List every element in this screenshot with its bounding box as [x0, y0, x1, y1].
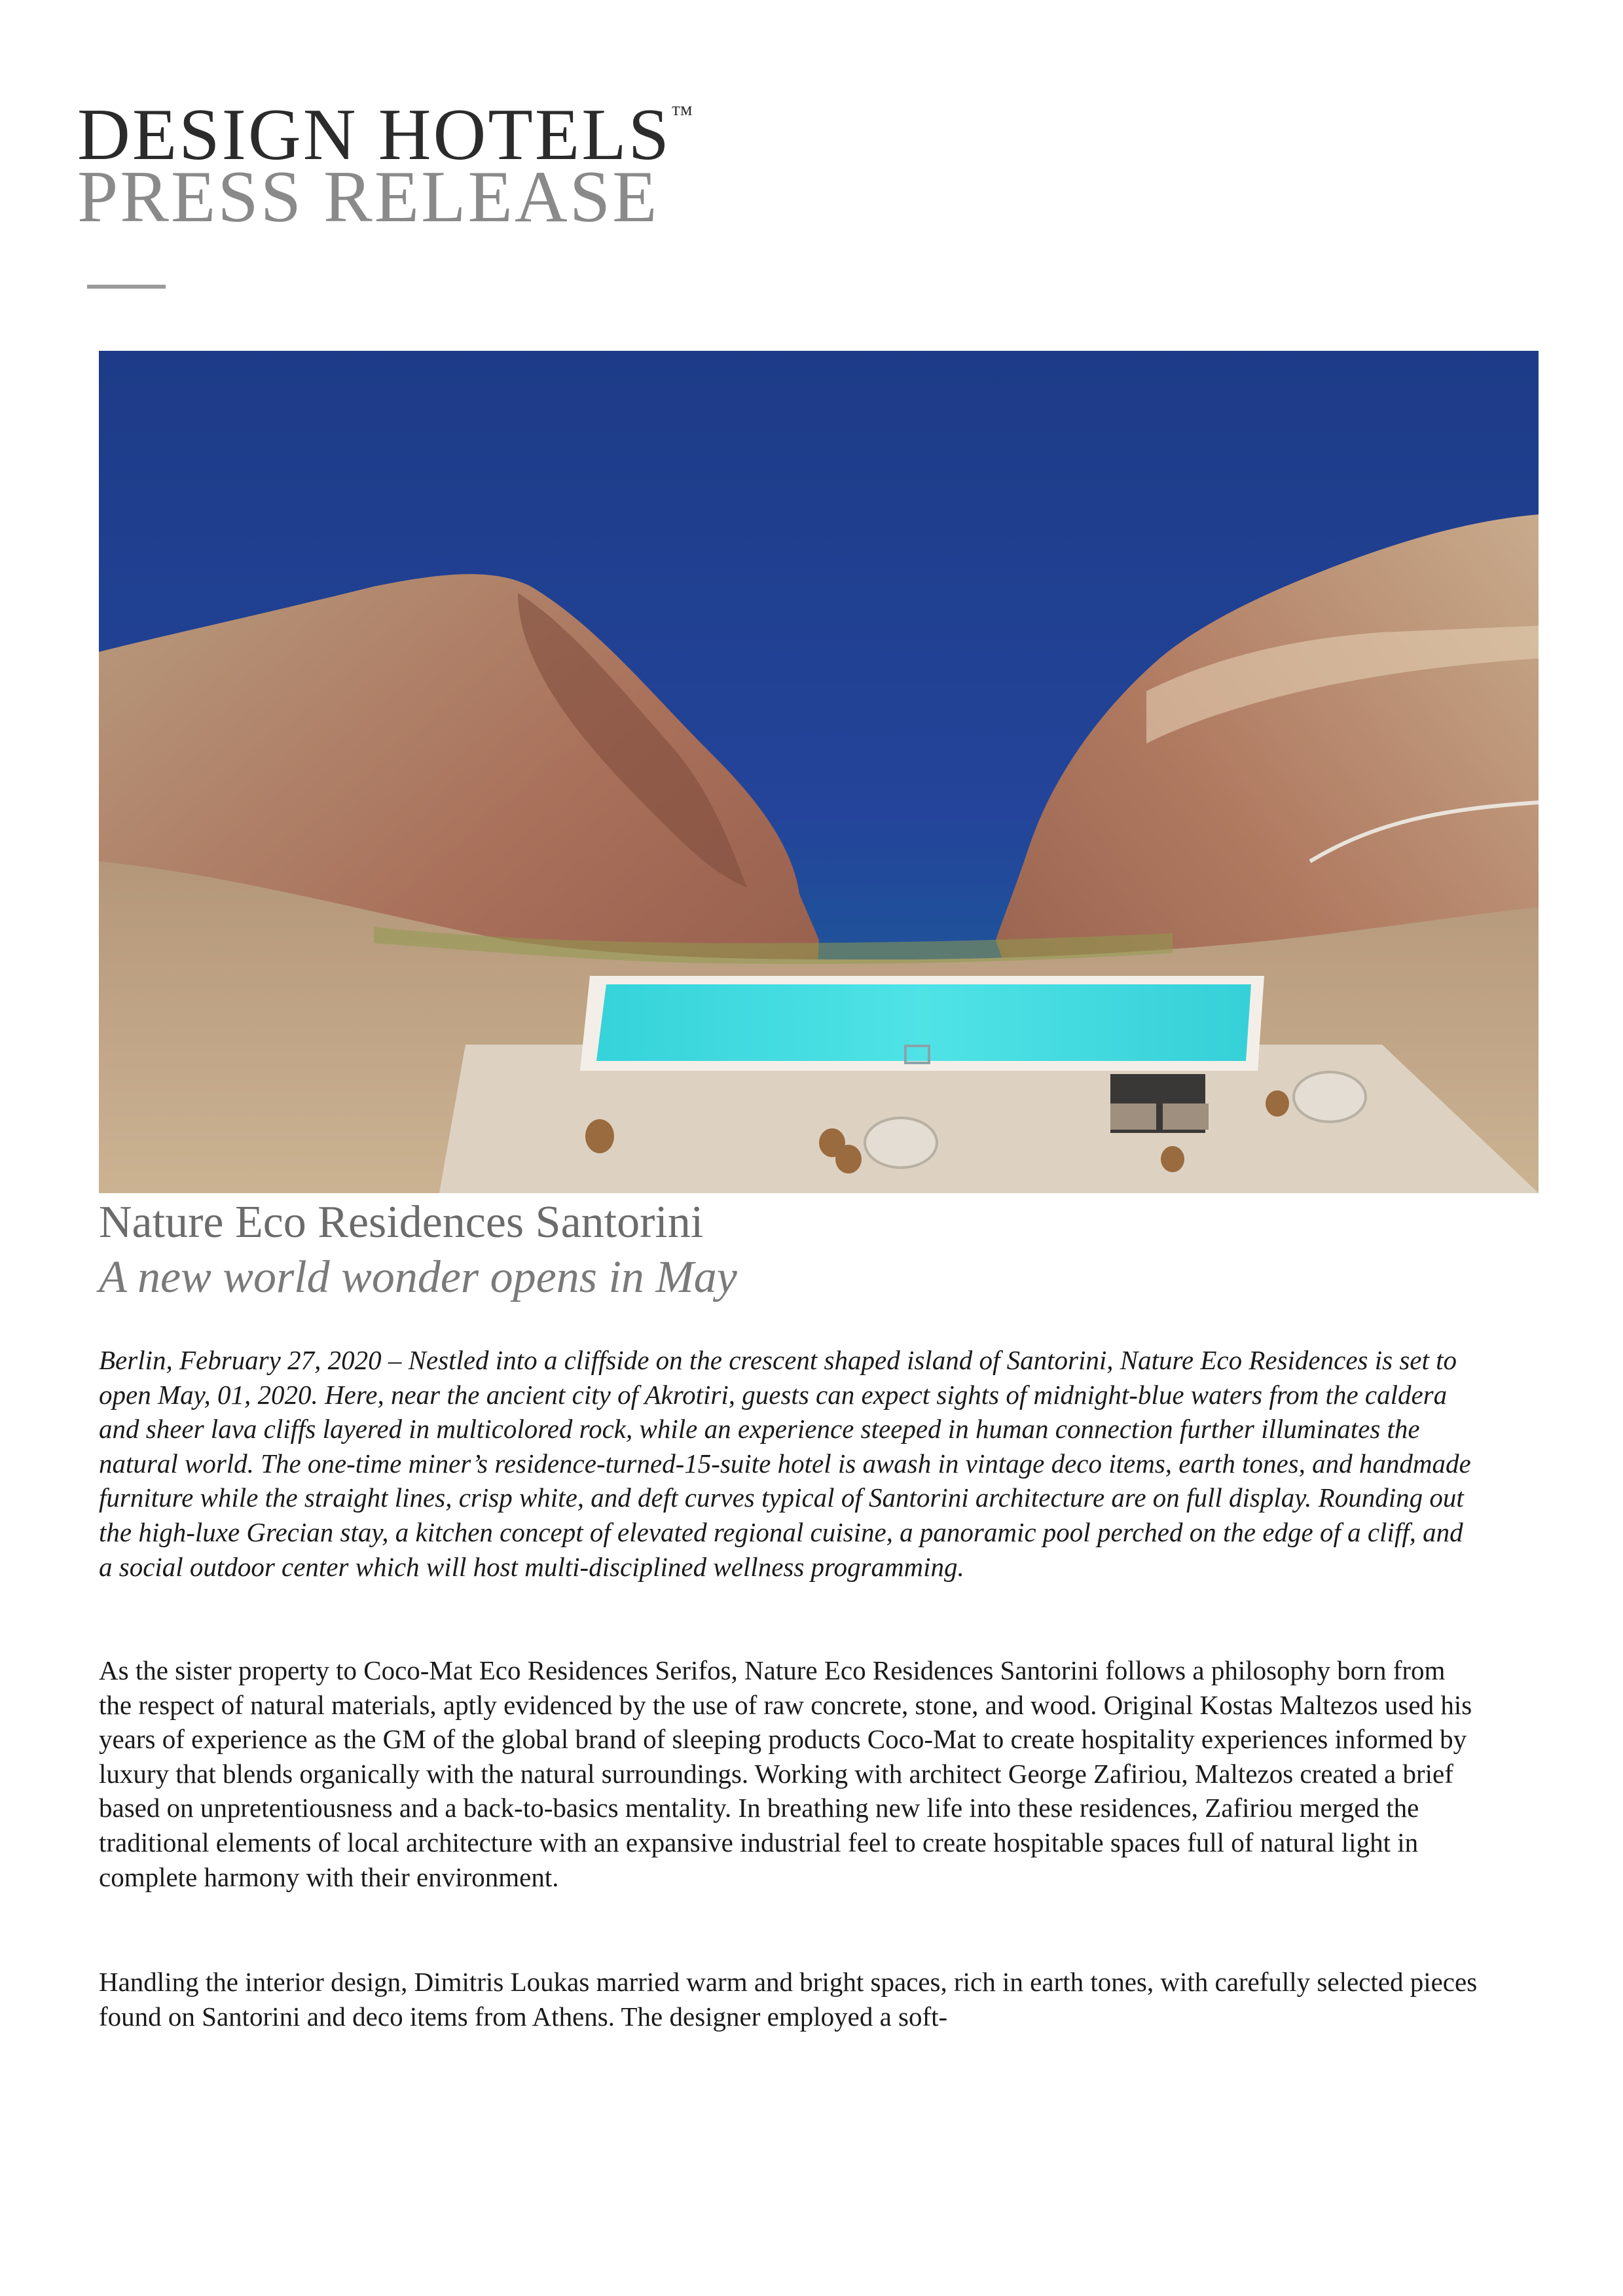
press-release-label: PRESS RELEASE [77, 156, 659, 238]
lounger-2 [1163, 1103, 1209, 1130]
hero-photo [99, 351, 1539, 1193]
stool-3 [835, 1145, 862, 1174]
lounger-1 [1110, 1103, 1156, 1130]
body-paragraph-1: As the sister property to Coco-Mat Eco Residences Serifos, Nature Eco Residences Santorini follows a philosophy born from the respect of natural materials, aptly evidenced by the use of raw concrete, stone, and wood. Original Kostas Maltezos used his years of experience as the GM of the global brand of sleeping products Coco-Mat to create hospitality experiences informed by luxury that blends organically with the natural surroundings. Working with architect George Zafiriou, Maltezos created a brief based on unpretentiousness and a back-to-basics mentality. In breathing new life into these residences, Zafiriou merged the traditional elements of local architecture with an expansive industrial feel to create hospitable spaces full of natural light in complete harmony with their environment. [99, 1655, 1472, 1892]
article-title: Nature Eco Residences Santorini [99, 1197, 704, 1247]
infinity-pool [596, 984, 1251, 1061]
stool-4 [1266, 1090, 1289, 1117]
stool-5 [1161, 1146, 1184, 1172]
body-paragraph-2: Handling the interior design, Dimitris Loukas married warm and bright spaces, rich in earth tones, with carefully selected pieces found on Santorini and deco items from Athens. The designer employed a soft- [99, 1967, 1478, 2032]
daybed-right [1294, 1072, 1366, 1122]
stool-1 [585, 1119, 614, 1153]
article-subtitle: A new world wonder opens in May [99, 1252, 737, 1302]
daybed-left [865, 1118, 937, 1168]
lead-paragraph: Berlin, February 27, 2020 – Nestled into a cliffside on the crescent shaped island of Santorini, Nature Eco Residences is set to open May, 01, 2020. Here, near the ancient city of Akrotiri, guests can expect sights of midnight-blue waters from the caldera and sheer lava cliffs layered in multicolored rock, while an experience steeped in human connection further illuminates the natural world. The one-time miner’s residence-turned-15-suite hotel is awash in vintage deco items, earth tones, and handmade furniture while the straight lines, crisp white, and deft curves typical of Santorini architecture are on full display. Rounding out the high-luxe Grecian stay, a kitchen concept of elevated regional cuisine, a panoramic pool perched on the edge of a cliff, and a social outdoor center which will host multi-disciplined wellness programming. [99, 1345, 1471, 1582]
brand-name: DESIGN HOTELS [77, 94, 671, 175]
header-divider [87, 285, 166, 289]
trademark-symbol: ™ [670, 102, 693, 126]
santorini-cliffside-illustration [99, 351, 1539, 1193]
